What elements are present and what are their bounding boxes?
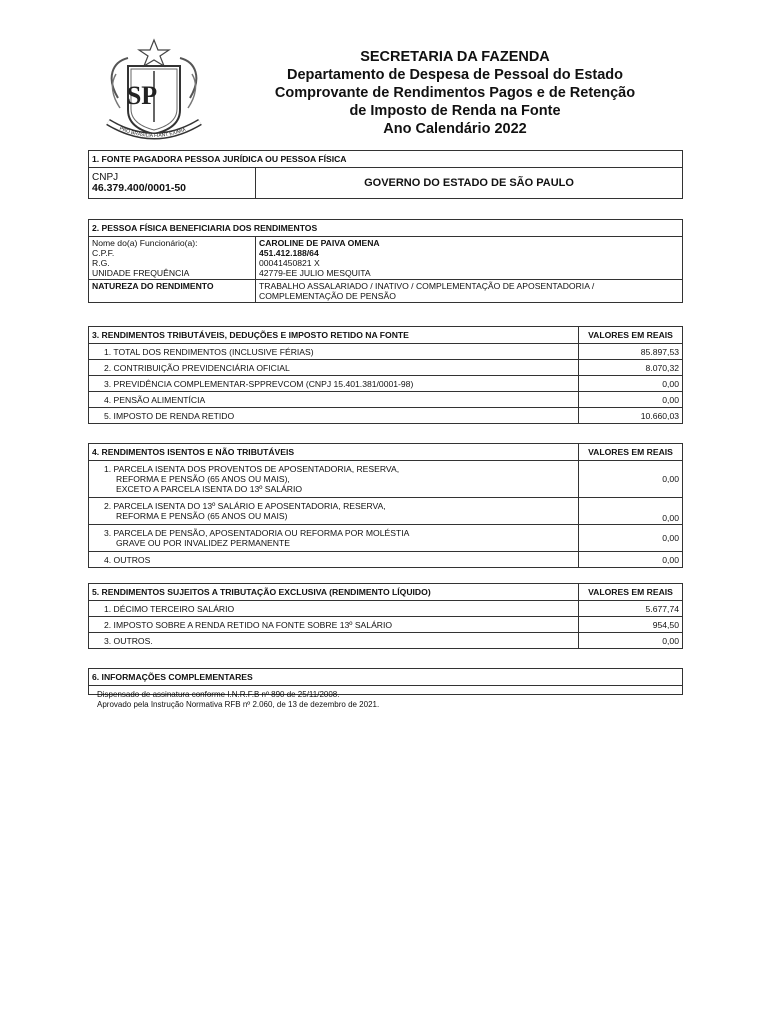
unit-label: UNIDADE FREQUÊNCIA [92, 268, 190, 278]
table-row [89, 601, 683, 617]
table-row [89, 552, 683, 568]
table-row [89, 376, 683, 392]
row-label [89, 461, 579, 498]
section-3-table [88, 326, 683, 424]
beneficiary-values [256, 237, 683, 280]
unit-value: 42779-EE JULIO MESQUITA [259, 268, 371, 278]
section-1-table [88, 150, 683, 199]
table-row [89, 461, 683, 498]
table-row [89, 344, 683, 360]
header-year: Ano Calendário 2022 [383, 121, 527, 137]
table-row [89, 392, 683, 408]
row-label-line: REFORMA E PENSÃO (65 ANOS OU MAIS), [116, 474, 290, 484]
section-4-table [88, 443, 683, 568]
table-row [89, 408, 683, 424]
header-document-line2: de Imposto de Renda na Fonte [349, 103, 561, 119]
document-header [255, 48, 655, 138]
header-title: SECRETARIA DA FAZENDA [360, 49, 550, 65]
beneficiary-labels [89, 237, 256, 280]
values-header: VALORES EM REAIS [579, 327, 683, 344]
table-row [89, 633, 683, 649]
row-label: 4. PENSÃO ALIMENTÍCIA [89, 392, 579, 408]
table-row [89, 360, 683, 376]
row-label-line: EXCETO A PARCELA ISENTA DO 13º SALÁRIO [116, 484, 303, 494]
section-4-title: 4. RENDIMENTOS ISENTOS E NÃO TRIBUTÁVEIS [89, 444, 579, 461]
row-value: 0,00 [579, 461, 683, 498]
employee-name-label: Nome do(a) Funcionário(a): [92, 238, 198, 248]
note-line-2: Aprovado pela Instrução Normativa RFB nº 2.060, de 13 de dezembro de 2021. [97, 699, 380, 709]
sao-paulo-seal-icon [98, 38, 210, 148]
table-row [89, 617, 683, 633]
row-label: 4. OUTROS [89, 552, 579, 568]
row-label-line: 3. PARCELA DE PENSÃO, APOSENTADORIA OU REFORMA POR MOLÉSTIA [104, 528, 410, 538]
cnpj-cell [89, 168, 256, 199]
values-header: VALORES EM REAIS [579, 444, 683, 461]
section-2-table [88, 219, 683, 303]
section-5-title: 5. RENDIMENTOS SUJEITOS A TRIBUTAÇÃO EXCLUSIVA (RENDIMENTO LÍQUIDO) [89, 584, 579, 601]
nature-label: NATUREZA DO RENDIMENTO [89, 280, 256, 303]
row-value: 0,00 [579, 392, 683, 408]
row-label-line: GRAVE OU POR INVALIDEZ PERMANENTE [116, 538, 290, 548]
employee-name: CAROLINE DE PAIVA OMENA [259, 238, 380, 248]
table-row [89, 525, 683, 552]
row-label: 3. OUTROS. [89, 633, 579, 649]
cpf-label: C.P.F. [92, 248, 115, 258]
row-label: 3. PREVIDÊNCIA COMPLEMENTAR-SPPREVCOM (CNPJ 15.401.381/0001-98) [89, 376, 579, 392]
nature-line-1: TRABALHO ASSALARIADO / INATIVO / COMPLEMENTAÇÃO DE APOSENTADORIA / [259, 281, 595, 291]
row-value: 8.070,32 [579, 360, 683, 376]
row-label: 1. TOTAL DOS RENDIMENTOS (INCLUSIVE FÉRIAS) [89, 344, 579, 360]
cpf-value: 451.412.188/64 [259, 248, 319, 258]
row-value: 0,00 [579, 498, 683, 525]
row-label-line: 2. PARCELA ISENTA DO 13º SALÁRIO E APOSENTADORIA, RESERVA, [104, 501, 386, 511]
row-value: 0,00 [579, 552, 683, 568]
nature-value [256, 280, 683, 303]
row-value: 10.660,03 [579, 408, 683, 424]
cnpj-label: CNPJ [92, 172, 119, 183]
row-value: 954,50 [579, 617, 683, 633]
payer-name: GOVERNO DO ESTADO DE SÃO PAULO [256, 168, 683, 199]
header-document-line1: Comprovante de Rendimentos Pagos e de Retenção [274, 85, 636, 101]
row-value: 0,00 [579, 376, 683, 392]
cnpj-value: 46.379.400/0001-50 [92, 182, 187, 194]
row-label: 2. IMPOSTO SOBRE A RENDA RETIDO NA FONTE SOBRE 13º SALÁRIO [89, 617, 579, 633]
section-2-title: 2. PESSOA FÍSICA BENEFICIARIA DOS RENDIMENTOS [89, 220, 683, 237]
row-label: 2. CONTRIBUIÇÃO PREVIDENCIÁRIA OFICIAL [89, 360, 579, 376]
section-5-table [88, 583, 683, 649]
section-3-title: 3. RENDIMENTOS TRIBUTÁVEIS, DEDUÇÕES E IMPOSTO RETIDO NA FONTE [89, 327, 579, 344]
row-value: 85.897,53 [579, 344, 683, 360]
nature-line-2: COMPLEMENTAÇÃO DE PENSÃO [259, 291, 396, 301]
row-label [89, 525, 579, 552]
row-label-line: REFORMA E PENSÃO (65 ANOS OU MAIS) [116, 511, 288, 521]
rg-label: R.G. [92, 258, 110, 268]
row-label [89, 498, 579, 525]
section-6-title: 6. INFORMAÇÕES COMPLEMENTARES [89, 669, 683, 686]
row-label-line: 1. PARCELA ISENTA DOS PROVENTOS DE APOSENTADORIA, RESERVA, [104, 464, 400, 474]
row-value: 5.677,74 [579, 601, 683, 617]
svg-text:PRO BRASILIA FIANT EXIMIA: PRO BRASILIA FIANT EXIMIA [118, 125, 187, 140]
row-value: 0,00 [579, 525, 683, 552]
note-line-1: Dispensado de assinatura conforme I.N.R.F.B nº 890 de 25/11/2008. [97, 690, 340, 699]
section-1-title: 1. FONTE PAGADORA PESSOA JURÍDICA OU PESSOA FÍSICA [89, 151, 683, 168]
svg-text:SP: SP [126, 81, 158, 110]
values-header: VALORES EM REAIS [579, 584, 683, 601]
rg-value: 00041450821 X [259, 258, 320, 268]
row-value: 0,00 [579, 633, 683, 649]
complementary-notes [97, 690, 379, 709]
row-label: 1. DÉCIMO TERCEIRO SALÁRIO [89, 601, 579, 617]
table-row [89, 498, 683, 525]
row-label: 5. IMPOSTO DE RENDA RETIDO [89, 408, 579, 424]
header-department: Departamento de Despesa de Pessoal do Estado [286, 67, 624, 83]
